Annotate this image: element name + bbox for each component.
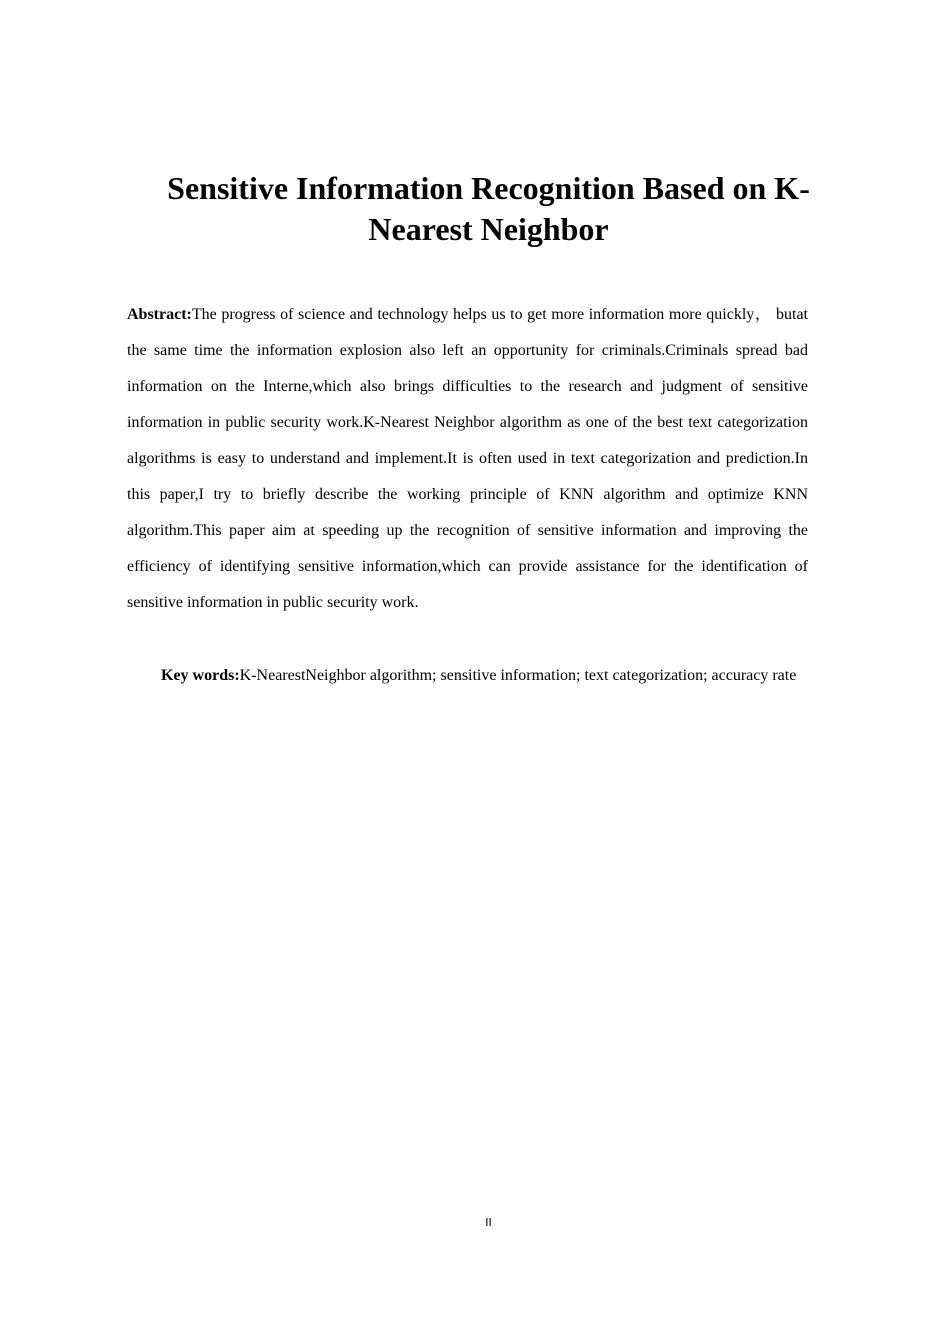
abstract-paragraph (127, 297, 808, 621)
keywords-text: K-NearestNeighbor algorithm; sensitive information; text categorization; accuracy rate (239, 667, 797, 684)
keywords-label: Key words: (161, 667, 240, 684)
keywords-paragraph (161, 660, 861, 692)
paper-title: Sensitive Information Recognition Based on K-Nearest Neighbor (167, 170, 810, 247)
page-number: II (485, 1216, 492, 1229)
abstract-text: The progress of science and technology helps us to get more information more quickly， butat the same time the information explosion also left an opportunity for criminals.Criminals spread bad information on the Interne,which also brings difficulties to the research and judgment of sensitive information in public security work.K-Nearest Neighbor algorithm as one of the best text categorization algorithms is easy to understand and implement.It is often used in text categorization and prediction.In this paper,I try to briefly describe the working principle of KNN algorithm and optimize KNN algorithm.This paper aim at speeding up the recognition of sensitive information and improving the efficiency of identifying sensitive information,which can provide assistance for the identification of sensitive information in public security work. (127, 306, 808, 611)
abstract-label: Abstract: (127, 306, 192, 323)
